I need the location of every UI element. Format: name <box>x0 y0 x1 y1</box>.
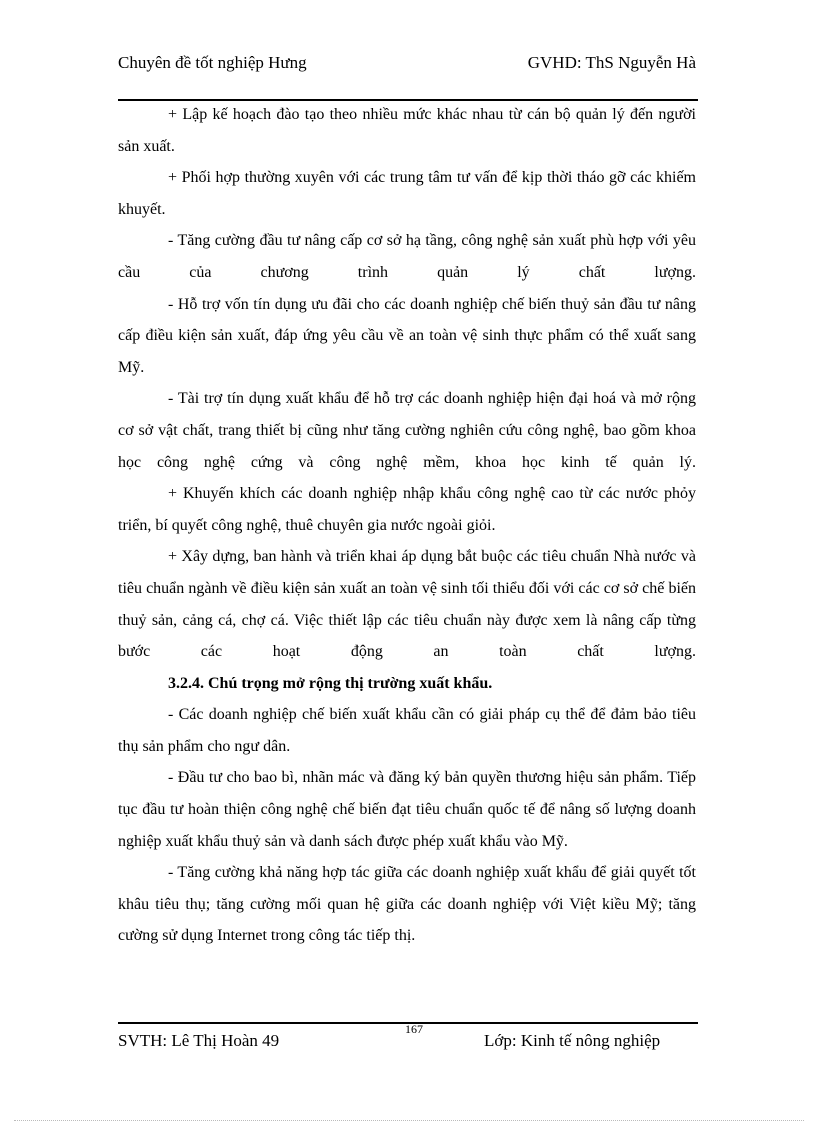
paragraph-7: + Xây dựng, ban hành và triển khai áp dụng bắt buộc các tiêu chuẩn Nhà nước và tiêu chuẩn ngành về điều kiện sản xuất an toàn vệ sinh tối thiểu đối với các cơ sở chế biến thuỷ sản, cảng cá, chợ cá. Việc thiết lập các tiêu chuẩn này được xem là nâng cấp từng bước các hoạt động an toàn chất lượng. <box>118 548 696 661</box>
section-heading: 3.2.4. Chú trọng mở rộng thị trường xuất khẩu. <box>168 674 493 692</box>
page-edge-dotted-line <box>14 1120 804 1121</box>
footer-left-text: SVTH: Lê Thị Hoàn 49 <box>118 1031 280 1050</box>
paragraph-3: - Tăng cường đầu tư nâng cấp cơ sở hạ tầng, công nghệ sản xuất phù hợp với yêu cầu của chương trình quản lý chất lượng. <box>118 232 696 281</box>
body-text <box>118 99 696 952</box>
paragraph-2: + Phối hợp thường xuyên với các trung tâm tư vấn để kịp thời tháo gỡ các khiếm khuyết. <box>118 169 696 218</box>
header-right-text: GVHD: ThS Nguyễn Hà <box>527 53 696 72</box>
paragraph-4: - Hỗ trợ vốn tín dụng ưu đãi cho các doanh nghiệp chế biến thuỷ sản đầu tư nâng cấp điều kiện sản xuất, đáp ứng yêu cầu về an toàn vệ sinh thực phẩm có thể xuất sang Mỹ. <box>118 295 696 376</box>
page-header <box>118 52 696 100</box>
footer-right-text: Lớp: Kinh tế nông nghiệp <box>484 1031 661 1050</box>
paragraph-10: - Tăng cường khả năng hợp tác giữa các doanh nghiệp xuất khẩu để giải quyết tốt khâu tiêu thụ; tăng cường mối quan hệ giữa các doanh nghiệp với Việt kiều Mỹ; tăng cường sử dụng Internet trong công tác tiếp thị. <box>118 864 696 945</box>
paragraph-6: + Khuyến khích các doanh nghiệp nhập khẩu công nghệ cao từ các nước phỏy triển, bí quyết công nghệ, thuê chuyên gia nước ngoài giỏi. <box>118 485 696 534</box>
paragraph-1: + Lập kế hoạch đào tạo theo nhiều mức khác nhau từ cán bộ quản lý đến người sản xuất. <box>118 106 696 155</box>
header-left-text: Chuyên đề tốt nghiệp Hưng <box>118 53 307 72</box>
paragraph-5: - Tài trợ tín dụng xuất khẩu để hỗ trợ các doanh nghiệp hiện đại hoá và mở rộng cơ sở vật chất, trang thiết bị cũng như tăng cường nghiên cứu công nghệ, bao gồm khoa học công nghệ cứng và công nghệ mềm, khoa học kinh tế quản lý. <box>118 390 696 471</box>
paragraph-8: - Các doanh nghiệp chế biến xuất khẩu cần có giải pháp cụ thể để đảm bảo tiêu thụ sản phẩm cho ngư dân. <box>118 706 696 755</box>
page-number: 167 <box>405 1022 423 1036</box>
paragraph-9: - Đầu tư cho bao bì, nhãn mác và đăng ký bản quyền thương hiệu sản phẩm. Tiếp tục đầu tư hoàn thiện công nghệ chế biến đạt tiêu chuẩn quốc tế để nâng số lượng doanh nghiệp xuất khẩu thuỷ sản và danh sách được phép xuất khẩu vào Mỹ. <box>118 769 696 850</box>
